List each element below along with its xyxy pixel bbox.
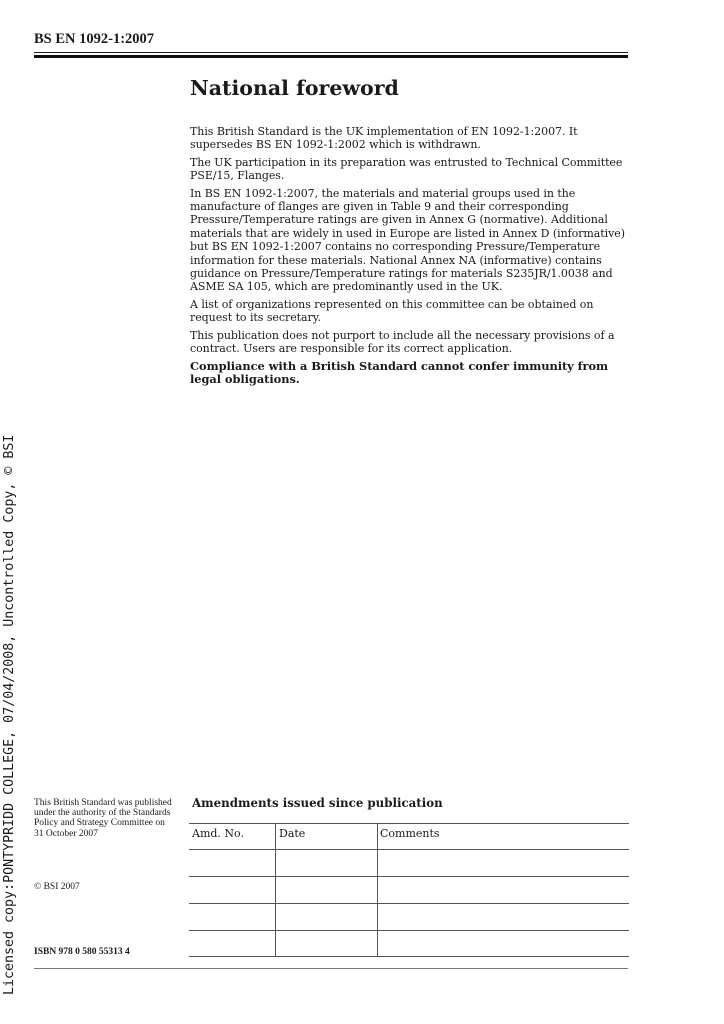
table-rule <box>189 956 629 957</box>
table-column-divider <box>377 823 378 957</box>
column-header-date: Date <box>279 827 306 840</box>
page-title: National foreword <box>190 76 399 100</box>
copyright-notice: © BSI 2007 <box>34 882 80 892</box>
isbn: ISBN 978 0 580 55313 4 <box>34 947 130 957</box>
paragraph-contract: This publication does not purport to include all the necessary provisions of a contract. Users are responsible for its correct application. <box>190 328 615 356</box>
foreword-body <box>190 125 630 390</box>
table-rule <box>189 903 629 904</box>
footer-rule <box>34 968 628 969</box>
header-rule-thick <box>34 55 628 58</box>
paragraph-committee: The UK participation in its preparation was entrusted to Technical Committee PSE/15, Flanges. <box>190 155 623 183</box>
column-header-amd-no: Amd. No. <box>192 827 244 840</box>
column-header-comments: Comments <box>380 827 440 840</box>
publication-note: This British Standard was published under the authority of the Standards Policy and Strategy Committee on 31 October 2007 <box>34 798 172 839</box>
license-watermark: Licensed copy:PONTYPRIDD COLLEGE, 07/04/2008, Uncontrolled Copy, © BSI <box>2 434 17 995</box>
paragraph-materials: In BS EN 1092-1:2007, the materials and material groups used in the manufacture of flanges are given in Table 9 and their corresponding Pressure/Temperature ratings are given in Annex G (normative). Additional materials that are widely in used in Europe are listed in Annex D (informative) but BS EN 1092-1:2007 contains no corresponding Pressure/Temperature information for these materials. National Annex NA (informative) contains guidance on Pressure/Temperature ratings for materials S235JR/1.0038 and ASME SA 105, which are predominantly used in the UK. <box>190 186 625 294</box>
paragraph-implementation: This British Standard is the UK implementation of EN 1092-1:2007. It supersedes BS EN 1092-1:2002 which is withdrawn. <box>190 125 578 152</box>
table-rule <box>189 876 629 877</box>
table-rule <box>189 849 629 850</box>
amendments-title: Amendments issued since publication <box>192 796 443 810</box>
amendments-table <box>189 823 629 957</box>
compliance-statement: Compliance with a British Standard cannot confer immunity from legal obligations. <box>190 358 609 386</box>
document-code: BS EN 1092-1:2007 <box>34 31 155 47</box>
table-column-divider <box>275 823 276 957</box>
table-rule <box>189 930 629 931</box>
header-rule-thin <box>34 52 628 53</box>
table-rule <box>189 823 629 824</box>
paragraph-organizations: A list of organizations represented on this committee can be obtained on request to its secretary. <box>190 297 594 325</box>
